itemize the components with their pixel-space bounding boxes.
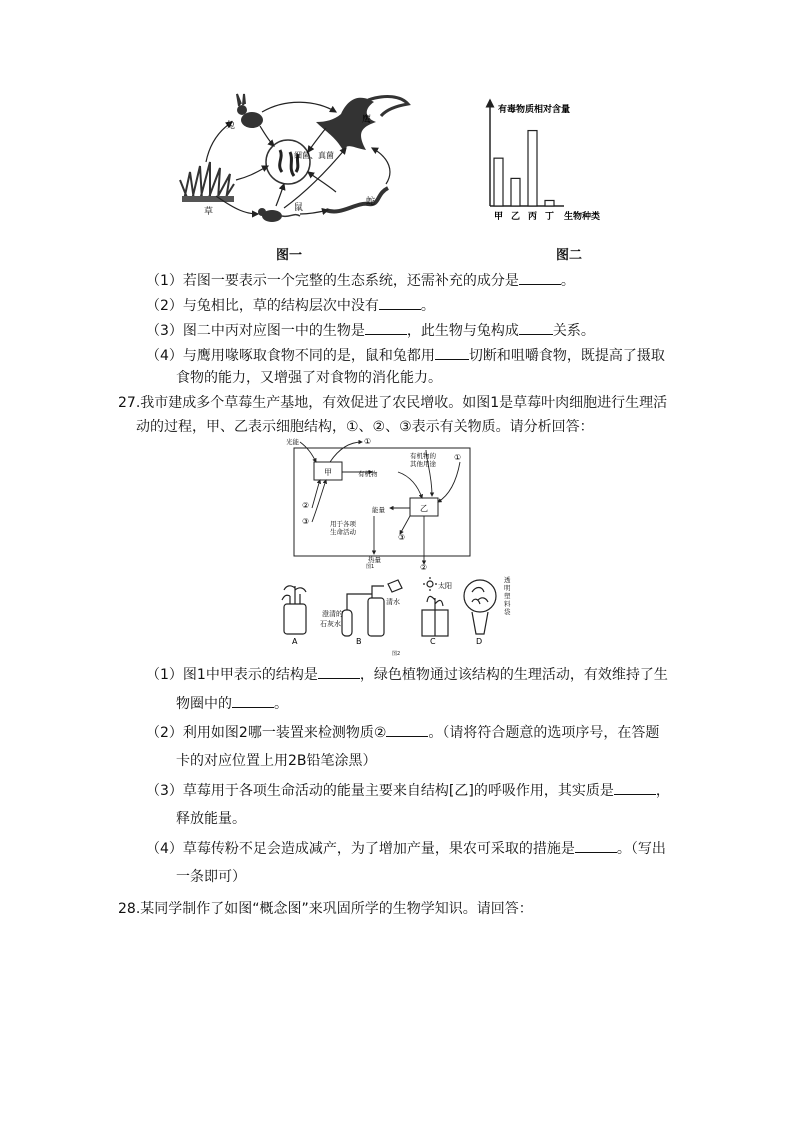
q27-item-4-text: （4）草莓传粉不足会造成减产，为了增加产量，果农可采取的措施是 [146, 841, 575, 857]
q27-figure-2-caption: 图2 [392, 651, 401, 657]
grass-label: 草 [204, 207, 214, 217]
q27-item-4 [146, 838, 666, 859]
apparatus-a-icon [282, 586, 306, 634]
rabbit-icon [237, 94, 263, 128]
label-A: A [292, 637, 298, 646]
label-yi: 乙 [420, 504, 428, 513]
q27-figure-1 [286, 436, 476, 572]
figure-2-caption: 图二 [556, 248, 583, 263]
q27-item-1-text: （1）图1中甲表示的结构是 [146, 667, 318, 683]
q27-item-4-blank[interactable] [575, 838, 617, 853]
x-tick-label-4: 丁 [544, 212, 555, 222]
q26-item-1-text: （1）若图一要表示一个完整的生态系统，还需补充的成分是 [146, 273, 519, 289]
label-for-life-2: 生命活动 [330, 528, 356, 536]
q26-item-2-end: 。 [420, 298, 435, 314]
label-n1-right: ① [454, 453, 462, 462]
q27-item-3-text: （3）草莓用于各项生命活动的能量主要来自结构[乙]的呼吸作用，其实质是 [146, 783, 614, 799]
chart-svg [478, 98, 648, 228]
rabbit-label: 兔 [226, 121, 236, 131]
label-limewater-1: 澄清的 [322, 610, 343, 618]
q26-item-3-blank-2[interactable] [519, 320, 553, 335]
q27-item-1-cont-text: 物圈中的 [176, 696, 232, 712]
label-sun: 太阳 [438, 582, 452, 590]
grass-icon [180, 162, 234, 202]
label-energy: 能量 [372, 506, 385, 514]
q27-item-3-end: ， [655, 783, 670, 799]
q27-intro-line-2: 动的过程，甲、乙表示细胞结构，①、②、③表示有关物质。请分析回答： [136, 419, 594, 435]
bar-3 [528, 131, 537, 206]
q26-item-3-end: 关系。 [552, 323, 595, 339]
figure-2-bar-chart [478, 98, 648, 228]
x-tick-label-3: 丙 [527, 212, 538, 222]
q27-item-1 [146, 664, 668, 685]
label-B: B [356, 637, 362, 646]
q26-item-1-blank[interactable] [519, 270, 561, 285]
q26-item-3-blank-1[interactable] [365, 320, 407, 335]
q26-item-4-blank[interactable] [435, 345, 469, 360]
q28-text: 28.某同学制作了如图“概念图”来巩固所学的生物学知识。请回答： [118, 901, 533, 917]
q27-intro-line-1: 27.我市建成多个草莓生产基地，有效促进了农民增收。如图1是草莓叶肉细胞进行生理活 [118, 395, 668, 411]
chart-ylabel: 有毒物质相对含量 [498, 105, 571, 115]
label-light: 光能 [286, 438, 299, 446]
label-other-use-2: 其他用途 [410, 460, 436, 468]
mouse-label: 鼠 [294, 203, 304, 213]
q26-item-4-text: （4）与鹰用喙啄取食物不同的是，鼠和兔都用 [146, 348, 435, 364]
q26-item-4-cont: 食物的能力，又增强了对食物的消化能力。 [176, 370, 442, 386]
apparatus-drawing [272, 576, 528, 658]
label-n3-left: ③ [302, 517, 310, 526]
label-C: C [430, 637, 436, 646]
bar-4 [545, 200, 554, 206]
process-diagram [286, 436, 476, 572]
decomposer-icon [266, 140, 310, 184]
q27-item-4-cont: 一条即可） [176, 869, 246, 885]
q26-item-3-text: （3）图二中丙对应图一中的生物是 [146, 323, 365, 339]
q27-item-3-blank[interactable] [614, 780, 656, 795]
label-limewater-2: 石灰水 [320, 620, 341, 628]
label-bag: 透明塑料袋 [504, 576, 511, 616]
q27-figure-2 [272, 576, 528, 658]
label-jia: 甲 [324, 468, 332, 477]
apparatus-d-icon [464, 580, 496, 634]
q27-item-1-blank-2[interactable] [232, 693, 274, 708]
q26-item-2-blank[interactable] [379, 295, 421, 310]
q27-item-3 [146, 780, 670, 801]
q26-item-2-text: （2）与兔相比，草的结构层次中没有 [146, 298, 379, 314]
q26-item-3 [146, 320, 595, 341]
q26-item-4-end: 切断和咀嚼食物，既提高了摄取 [468, 348, 665, 364]
label-n3-bottom: ③ [398, 533, 406, 542]
label-for-life-1: 用于各项 [330, 520, 356, 528]
label-n2-bottom: ② [420, 563, 428, 572]
q27-item-1-cont [176, 693, 288, 714]
food-web-drawing [176, 92, 412, 224]
q27-item-3-cont: 释放能量。 [176, 811, 246, 827]
q27-figure-1-caption: 图1 [366, 564, 375, 570]
q26-item-2 [146, 295, 435, 316]
snake-label: 蛇 [366, 197, 376, 207]
x-tick-label-2: 乙 [510, 212, 521, 222]
apparatus-b-icon [342, 580, 402, 636]
chart-xlabel: 生物种类 [564, 212, 601, 222]
label-D: D [476, 637, 483, 646]
figure-1-caption: 图一 [276, 248, 303, 263]
q26-item-1 [146, 270, 575, 291]
hawk-label: 鹰 [362, 115, 372, 125]
label-water: 清水 [386, 598, 400, 606]
label-heat: 热量 [368, 556, 381, 564]
figure-1-food-web [176, 92, 412, 224]
q27-item-2-blank[interactable] [386, 722, 428, 737]
label-organic: 有机物 [358, 470, 378, 478]
q27-item-2-end: 。（请将符合题意的选项序号，在答题 [428, 725, 660, 741]
x-tick-label-1: 甲 [493, 212, 504, 222]
bar-1 [494, 158, 503, 206]
label-n1-top: ① [364, 437, 372, 446]
q27-item-2-text: （2）利用如图2哪一装置来检测物质② [146, 725, 387, 741]
q27-item-1-end: ，绿色植物通过该结构的生理活动，有效维持了生 [359, 667, 668, 683]
q26-item-3-mid: ，此生物与兔构成 [406, 323, 519, 339]
q27-item-4-end: 。（写出 [616, 841, 666, 857]
label-n2-left: ② [302, 501, 310, 510]
q27-item-1-blank-1[interactable] [318, 664, 360, 679]
decomposer-label: 细菌、真菌 [294, 151, 334, 160]
bar-2 [511, 178, 520, 206]
q27-item-2-cont: 卡的对应位置上用2B铅笔涂黑） [176, 753, 377, 769]
q26-item-4 [146, 345, 665, 366]
q27-item-1-cont-end: 。 [274, 696, 288, 712]
label-other-use-1: 有机物的 [410, 452, 436, 460]
q27-item-2 [146, 722, 659, 743]
q26-item-1-end: 。 [560, 273, 575, 289]
